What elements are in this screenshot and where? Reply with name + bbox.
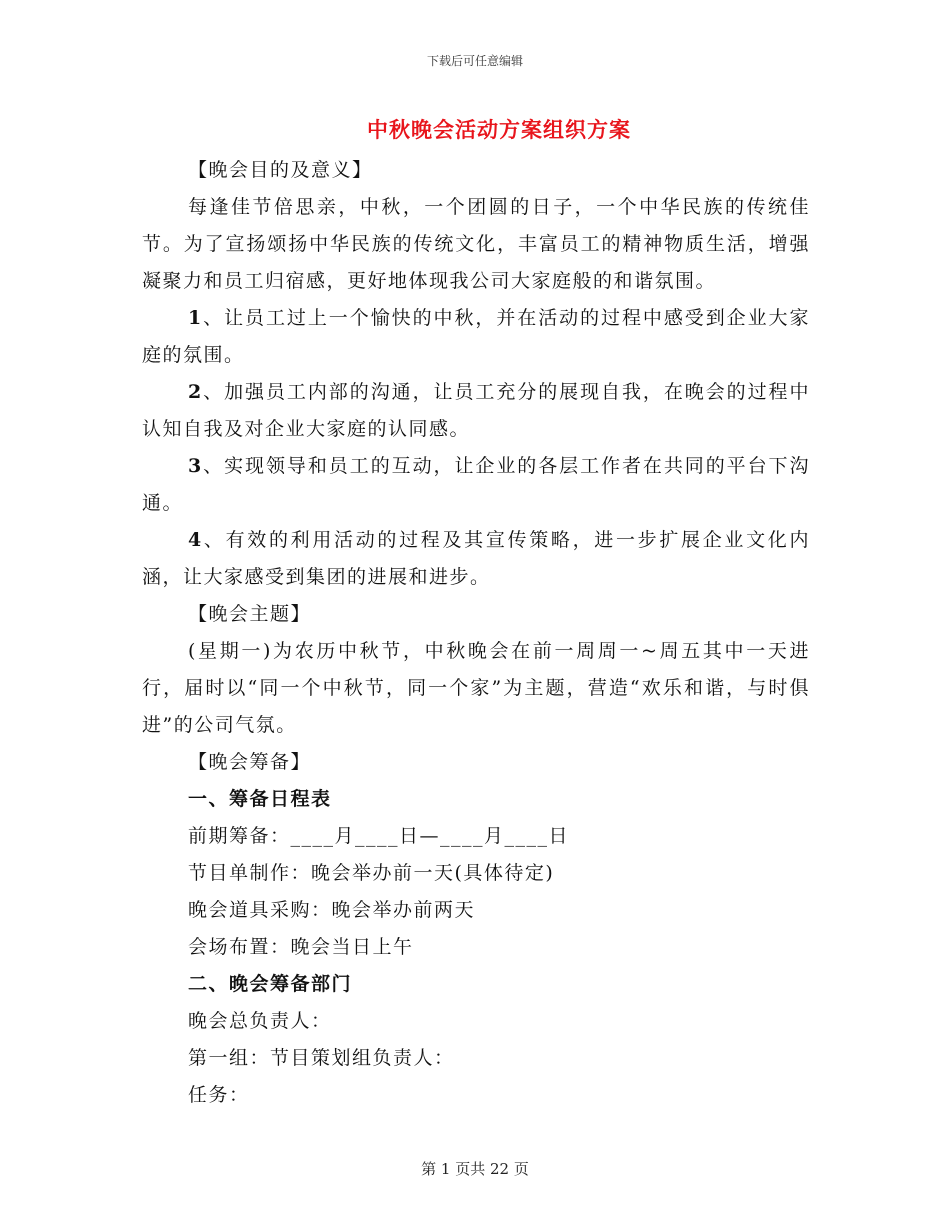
list-item-text: 、让员工过上一个愉快的中秋，并在活动的过程中感受到企业大家庭的氛围。 [142, 307, 810, 366]
document-body [142, 152, 810, 1114]
list-item-4 [142, 522, 810, 596]
document-title: 中秋晚会活动方案组织方案 [367, 117, 631, 142]
schedule-line-program: 节目单制作：晚会举办前一天(具体待定) [188, 862, 555, 884]
paragraph-intro: 每逢佳节倍思亲，中秋，一个团圆的日子，一个中华民族的传统佳节。为了宣扬颂扬中华民族的传统文化，丰富员工的精神物质生活，增强凝聚力和员工归宿感，更好地体现我公司大家庭般的和谐氛围。 [142, 196, 810, 292]
subheading-departments: 二、晚会筹备部门 [188, 973, 353, 995]
header-note: 下载后可任意编辑 [426, 54, 523, 68]
department-line-group1: 第一组：节目策划组负责人： [188, 1047, 455, 1069]
department-line-task: 任务： [188, 1084, 250, 1106]
list-number: 4 [188, 529, 203, 551]
list-item-2 [142, 374, 810, 448]
list-number: 3 [188, 455, 203, 477]
list-item-3 [142, 448, 810, 522]
list-item-text: 、实现领导和员工的互动，让企业的各层工作者在共同的平台下沟通。 [142, 455, 810, 514]
list-item-1 [142, 300, 810, 374]
subheading-schedule: 一、筹备日程表 [188, 788, 332, 810]
schedule-line-venue: 会场布置：晚会当日上午 [188, 936, 414, 958]
list-item-text: 、加强员工内部的沟通，让员工充分的展现自我，在晚会的过程中认知自我及对企业大家庭的认同感。 [142, 381, 810, 440]
section-heading-purpose: 【晚会目的及意义】 [188, 159, 373, 181]
list-number: 2 [188, 381, 203, 403]
list-number: 1 [188, 307, 203, 329]
schedule-line-early: 前期筹备：____月____日—____月____日 [188, 825, 570, 847]
page-footer: 第 1 页共 22 页 [421, 1160, 529, 1178]
department-line-lead: 晚会总负责人： [188, 1010, 332, 1032]
list-item-text: 、有效的利用活动的过程及其宣传策略，进一步扩展企业文化内涵，让大家感受到集团的进展和进步。 [142, 529, 810, 588]
paragraph-theme: (星期一)为农历中秋节，中秋晚会在前一周周一~周五其中一天进行，届时以“同一个中秋节，同一个家”为主题，营造“欢乐和谐，与时俱进”的公司气氛。 [142, 640, 810, 736]
schedule-line-props: 晚会道具采购：晚会举办前两天 [188, 899, 476, 921]
section-heading-preparation: 【晚会筹备】 [188, 751, 312, 773]
section-heading-theme: 【晚会主题】 [188, 603, 312, 625]
